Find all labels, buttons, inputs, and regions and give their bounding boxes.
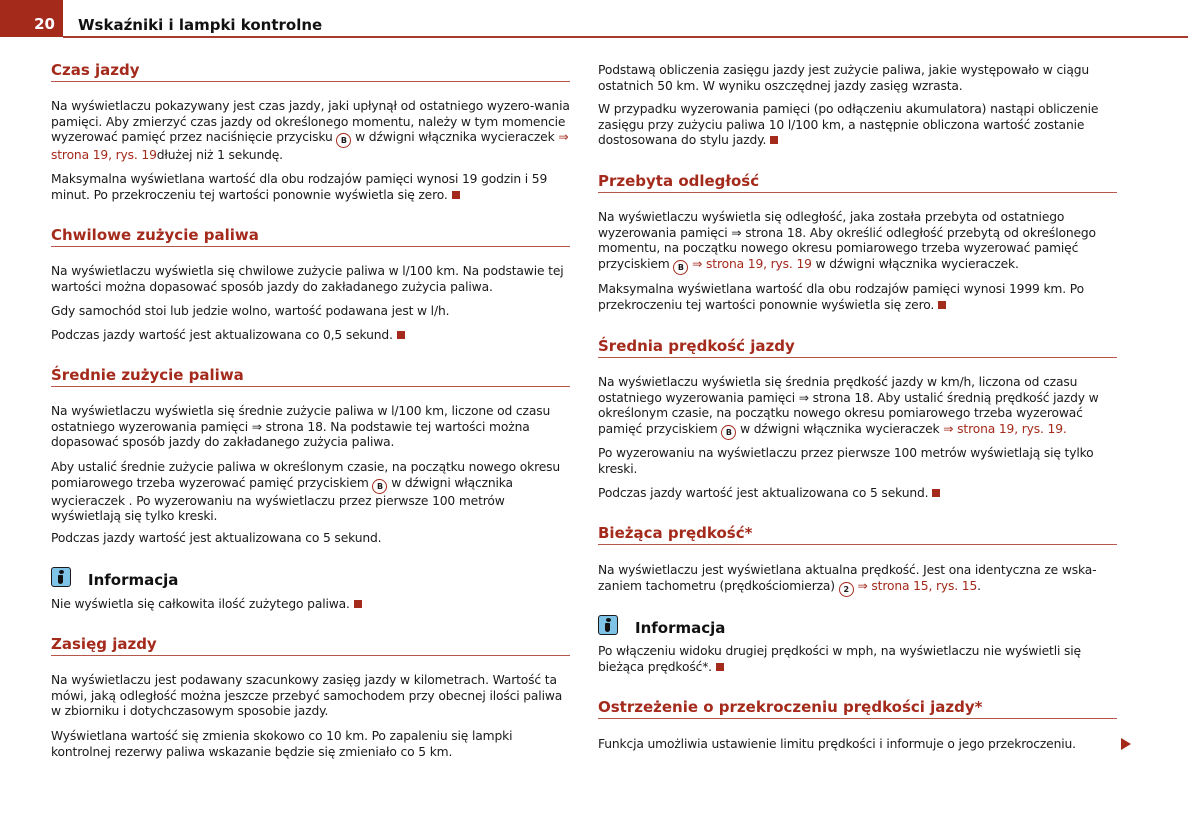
section-end-mark-icon bbox=[716, 663, 724, 671]
paragraph: Funkcja umożliwia ustawienie limitu prędkości i informuje o jego przekroczeniu. bbox=[598, 737, 1076, 751]
paragraph: Na wyświetlaczu wyświetla się średnia prędkość jazdy w km/h, liczona od czasu ostatniego wyzerowania pamięci ⇒ strona 18. Aby ustalić średnią prędkość jazdy w określonym czasie, na początku nowego okresu pomiarowego trzeba wyzerować pamięć przyciskiem B w dźwigni włącznika wycieraczek ⇒ strona 19, rys. 19. bbox=[598, 375, 1118, 440]
paragraph: Na wyświetlaczu wyświetla się chwilowe zużycie paliwa w l/100 km. Na podstawie tej wartości można dopasować sposób jazdy do zakładanego zużycia paliwa. bbox=[51, 264, 564, 294]
page-reference-link[interactable]: ⇒ strona 15, rys. 15 bbox=[857, 578, 978, 593]
section-title-czas-jazdy: Czas jazdy bbox=[51, 61, 570, 82]
info-text: Nie wyświetla się całkowita ilość zużytego paliwa. bbox=[51, 597, 571, 613]
paragraph: Podczas jazdy wartość jest aktualizowana co 5 sekund. bbox=[598, 486, 1118, 502]
paragraph: Podczas jazdy wartość jest aktualizowana co 0,5 sekund. bbox=[51, 328, 571, 344]
button-b-symbol: B bbox=[673, 260, 688, 275]
section-end-mark-icon bbox=[354, 600, 362, 608]
section-end-mark-icon bbox=[397, 331, 405, 339]
paragraph: Na wyświetlaczu pokazywany jest czas jazdy, jaki upłynął od ostatniego wyzero-wania pamięci. Aby zmierzyć czas jazdy od określonego momentu, należy w tym momencie wyzerować pamięć przez naciśnięcie przycisku B w dźwigni włącznika wycieraczek ⇒ strona 19, rys. 19dłużej niż 1 sekundę. bbox=[51, 99, 570, 163]
section-title-srednia-predkosc: Średnia prędkość jazdy bbox=[598, 337, 1117, 358]
info-icon bbox=[598, 615, 618, 635]
section-title-przebyta-odleglosc: Przebyta odległość bbox=[598, 172, 1117, 193]
section-end-mark-icon bbox=[938, 301, 946, 309]
continue-arrow-icon bbox=[1121, 738, 1131, 750]
button-b-symbol: B bbox=[372, 479, 387, 494]
header-rule bbox=[63, 36, 1188, 38]
page-reference-link[interactable]: ⇒ strona 19, rys. 19 bbox=[51, 130, 569, 163]
section-title-ostrzezenie-predkosci: Ostrzeżenie o przekroczeniu prędkości jazdy* bbox=[598, 698, 1117, 719]
section-end-mark-icon bbox=[932, 489, 940, 497]
paragraph: Na wyświetlaczu wyświetla się odległość, jaka została przebyta od ostatniego wyzerowania pamięci ⇒ strona 18. Aby określić odległość przebytą od określonego momentu, na początku nowego okresu pomiarowego trzeba wyzerować pamięć przyciskiem B ⇒ strona 19, rys. 19 w dźwigni włącznika wycieraczek. bbox=[598, 210, 1118, 275]
info-icon bbox=[51, 567, 71, 587]
chapter-title: Wskaźniki i lampki kontrolne bbox=[78, 16, 323, 34]
page-number: 20 bbox=[34, 15, 55, 33]
section-end-mark-icon bbox=[452, 191, 460, 199]
paragraph: Podczas jazdy wartość jest aktualizowana co 5 sekund. bbox=[51, 531, 382, 545]
speedometer-callout-symbol: 2 bbox=[839, 582, 854, 597]
paragraph: Aby ustalić średnie zużycie paliwa w określonym czasie, na początku nowego okresu pomiarowego trzeba wyzerować pamięć przyciskiem B w dźwigni włącznika wycieraczek . Po wyzerowaniu na wyświetlaczu przez pierwsze 100 metrów wyświetlają się tylko kreski. bbox=[51, 460, 561, 524]
info-text: Po włączeniu widoku drugiej prędkości w mph, na wyświetlaczu nie wyświetli się bieżąca prędkość*. bbox=[598, 644, 1081, 674]
paragraph: Gdy samochód stoi lub jedzie wolno, wartość podawana jest w l/h. bbox=[51, 304, 450, 318]
paragraph: Podstawą obliczenia zasięgu jazdy jest zużycie paliwa, jakie występowało w ciągu ostatnich 50 km. W wyniku oszczędnej jazdy zasięg wzrasta. bbox=[598, 63, 1090, 93]
info-title: Informacja bbox=[635, 619, 726, 637]
paragraph: Maksymalna wyświetlana wartość dla obu rodzajów pamięci wynosi 19 godzin i 59 minut. Po przekroczeniu tej wartości ponownie wyświetla się zero. bbox=[51, 172, 548, 202]
paragraph: Na wyświetlaczu jest wyświetlana aktualna prędkość. Jest ona identyczna ze wska-zaniem tachometru (prędkościomierza) 2 ⇒ strona 15, rys. 15. bbox=[598, 563, 1118, 597]
button-b-symbol: B bbox=[721, 425, 736, 440]
button-b-symbol: B bbox=[336, 133, 351, 148]
section-title-chwilowe-zuzycie: Chwilowe zużycie paliwa bbox=[51, 226, 570, 247]
paragraph: Na wyświetlaczu jest podawany szacunkowy zasięg jazdy w kilometrach. Wartość ta mówi, jaką odległość można jeszcze przebyć samochodem przy obecnej ilości paliwa w zbiorniku i dotychczasowym sposobie jazdy. bbox=[51, 673, 563, 719]
paragraph: Wyświetlana wartość się zmienia skokowo co 10 km. Po zapaleniu się lampki kontrolnej rezerwy paliwa wskazanie będzie się zmieniało co 5 km. bbox=[51, 729, 513, 759]
section-title-biezaca-predkosc: Bieżąca prędkość* bbox=[598, 524, 1117, 545]
page-reference-link[interactable]: ⇒ strona 19, rys. 19 bbox=[943, 421, 1063, 436]
info-title: Informacja bbox=[88, 571, 179, 589]
section-title-zasieg-jazdy: Zasięg jazdy bbox=[51, 635, 570, 656]
paragraph: Maksymalna wyświetlana wartość dla obu rodzajów pamięci wynosi 1999 km. Po przekroczeniu tej wartości ponownie wyświetla się zero. bbox=[598, 282, 1084, 312]
section-end-mark-icon bbox=[770, 136, 778, 144]
section-title-srednie-zuzycie: Średnie zużycie paliwa bbox=[51, 366, 570, 387]
page-header bbox=[0, 0, 1191, 40]
paragraph: Po wyzerowaniu na wyświetlaczu przez pierwsze 100 metrów wyświetlają się tylko kreski. bbox=[598, 446, 1094, 476]
page-number-box bbox=[0, 0, 63, 37]
page-reference-link[interactable]: ⇒ strona 19, rys. 19 bbox=[692, 256, 812, 271]
paragraph: W przypadku wyzerowania pamięci (po odłączeniu akumulatora) nastąpi obliczenie zasięgu przy zużyciu paliwa 10 l/100 km, a następnie obliczona wartość zostanie dostosowana do stylu jazdy. bbox=[598, 102, 1099, 148]
paragraph: Na wyświetlaczu wyświetla się średnie zużycie paliwa w l/100 km, liczone od czasu ostatniego wyzerowania pamięci ⇒ strona 18. Na podstawie tej wartości można dopasować sposób jazdy do zakładanego zużycia paliwa. bbox=[51, 404, 551, 450]
